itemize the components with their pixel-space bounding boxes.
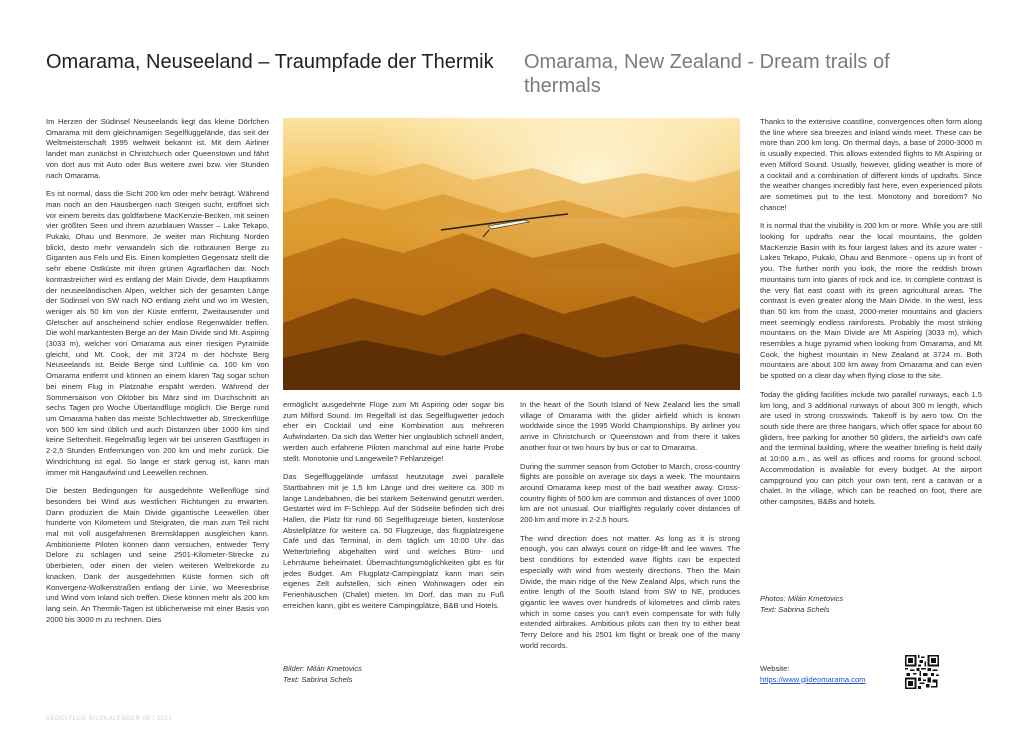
credit-photos-en: Photos: Milán Kmetovics (760, 594, 844, 603)
website-label: Website: (760, 664, 790, 673)
page-footer: SEGELFLUG BILDKALENDER 09 / 2021 (46, 716, 173, 722)
credit-text-en: Text: Sabrina Schels (760, 604, 830, 614)
credit-text-de: Text: Sabrina Schels (283, 674, 353, 684)
credits-de (283, 664, 362, 685)
paragraph: Today the gliding facilities include two parallel runways, each 1.5 km long, and 3 additional runways of about 300 m length, which are used in strong crosswinds. Takeoff is by aero tow. On the south side there are three hangars, which offer space for about 60 gliders, free parking for another 50 gliders, the airfield's own café and the terminal building, where the weather briefing is held daily at 10:00 a.m., as well as offices and rooms for ground school. Accommodation is available for every budget. At the airport campground you can pitch your own tent, rent a caravan or a chalet. In the village, which can be reached on foot, there are other campsites, B&Bs and hotels. (760, 389, 982, 506)
paragraph: In the heart of the South Island of New Zealand lies the small village of Omarama with the glider airfield which is known worldwide since the 1995 World Championships. By airliner you arrive in Christchurch or Queenstown and from there it takes another four or two hours by bus or car to Omarama. (520, 400, 740, 452)
paragraph: Das Segelfluggelände umfasst heutzutage zwei parallele Startbahnen mit je 1,5 km Länge und drei weitere ca. 300 m lange Landebahnen, die bei starkem Seitenwind genutzt werden. Gestartet wird im F-Schlepp. Auf der Südseite befinden sich drei Hallen, die Platz für rund 60 Segelflugzeuge bieten, kostenlose Abstellplätze für weitere ca. 50 Flugzeuge, das flugplatzeigene Café und das Terminal, in dem täglich um 10:00 Uhr das Wetterbriefing abgehalten wird und welches Büro- und Lehrräume beheimatet. Übernachtungsmöglichkeiten gibt es für jedes Budget. Am Flugplatz-Campingplatz kann man sein eigenes Zelt aufstellen, sich einen Wohnwagen oder ein Ferienhäuschen (Chalet) mieten. Im Dorf, das man zu Fuß erreichen kann, gibt es weitere Campingplätze, B&B und Hotels. (283, 472, 504, 610)
credits-en (760, 594, 843, 615)
paragraph: The wind direction does not matter. As long as it is strong enough, you can always count on ridge-lift and lee waves. The best conditions for extended wave flights can be expected especially with wind from westerly directions. Then the Main Divide, the main ridge of the New Zealand Alps, which runs the entire length of the South Island from SW to NE, produces gigantic lee waves over hundreds of kilometres and climb rates which in some cases you can't even compensate for with fully extended airbrakes. Ambitious pilots can then try to either beat Terry Delore and his 2501 km flight or break one of the many world records. (520, 533, 740, 650)
website-block (760, 664, 866, 685)
column-en-1 (520, 400, 740, 700)
paragraph: Thanks to the extensive coastline, convergences often form along the line where sea breezes and inland winds meet. These can be more than 200 km long. On thermal days, a base of 2000-3000 m is usually expected. This allows extended flights to Mt Aspiring or even Milford Sound. Usually, however, gliding weather is more of a cocktail and a combination of different kinds of updrafts. Since the weather changes incredibly fast here, even experienced pilots are sometimes put to the test. Monotony and boredom? No chance! (760, 117, 982, 212)
column-de-2 (283, 400, 504, 700)
paragraph: It is normal that the visibility is 200 km or more. While you are still looking for updrafts near the local mountains, the golden MacKenzie Basin with its four largest lakes and its azure water - Lakes Tekapo, Pukaki, Ohau and Benmore - opens up in front of you. The further north you look, the more the reddish brown mountains turn into giants of rock and ice. In complete contrast is the very flat east coast with its green agricultural areas. The contrast is even greater along the Main Divide. In the west, less than 50 km from the coast, 2000-meter mountains and glaciers meet seemingly endless rainforests. Probably the most striking mountains on the Main Divide are Mt Aspiring (3033 m), which resembles a huge pyramid when looking from Omarama, and Mt Cook, the highest mountain in New Zealand at 3724 m. Both mountains are about 100 km away from Omarama and can even be spotted on a clear day when flying close to the site. (760, 221, 982, 381)
qr-code-icon[interactable] (905, 655, 939, 689)
glider-photo (283, 118, 740, 390)
paragraph: During the summer season from October to March, cross-country flights are possible on average six days a week. The mountains around Omarama keep most of the bad weather away. Cross-country flights of 500 km are common and distances of over 1000 km are not unusual. Our trialflights regularly cover distances of 200 km and more in 2-2.5 hours. (520, 461, 740, 525)
title-en: Omarama, New Zealand - Dream trails of thermals (524, 51, 890, 97)
paragraph: Die besten Bedingungen für ausgedehnte Wellenflüge sind besonders bei Wind aus westlichen Richtungen zu erwarten. Dann produziert die Main Divide gigantische Leewellen über hunderte von Kilometern und Steigraten, die man zum Teil nicht mal mit voll ausgefahrenen Bremsklappen ausgleichen kann. Ambitionierte Piloten können dann versuchen, entweder Terry Delore zu schlagen und seine 2501-Kilometer-Strecke zu überbieten, oder einen der vielen weiteren Weltrekorde zu knacken. Dank der ausgedehnten Küste formen sich oft Konvergenz-Wolkenstraßen entlang der Linie, wo Meeresbrise und Wind vom Inland sich treffen. Diese können mehr als 200 km lang sein. An Thermik-Tagen ist üblicherweise mit einer Basis von 2000 bis 3000 m zu rechnen. Dies (46, 486, 269, 624)
paragraph: ermöglicht ausgedehnte Flüge zum Mt Aspiring oder sogar bis zum Milford Sound. Im Regelfall ist das Segelflugwetter jedoch eher ein Cocktail und eine Kombination aus mehreren Aufwindarten. Da sich das Wetter hier unglaublich schnell ändert, werden auch erfahrene Piloten manchmal auf eine harte Probe stellt. Monotonie und Langeweile? Fehlanzeige! (283, 400, 504, 463)
column-en-2 (760, 117, 982, 567)
paragraph: Es ist normal, dass die Sicht 200 km oder mehr beträgt. Während man noch an den Hausbergen nach Steigen sucht, eröffnet sich vor einem bereits das goldfarbene MacKenzie-Becken, mit seinen vier größten Seen und ihrem azurblauen Wasser – Lake Tekapo, Pukaki, Ohau und Benmore. Je weiter man Richtung Norden blickt, desto mehr verwandeln sich die rotbraunen Berge zu Giganten aus Fels und Eis. Einen kompletten Gegensatz stellt die sehr ebene Ostküste mit ihren grünen Agrarflächen dar. Noch kontrastreicher wird es entlang der Main Divide, dem Hauptkamm der neuseeländischen Alpen, welcher sich der gesamten Länge der Südinsel von SW nach NO entlang zieht und wo im Westen, weniger als 50 km von der Küste entfernt, Zweitausender und Gletscher auf anscheinend schier endlose Regenwälder treffen. Die wohl markantesten Berge an der Main Divide sind Mt. Aspiring (3033 m), welcher von Omarama aus einer riesigen Pyramide gleicht, und Mt. Cook, der mit 3724 m der höchste Berg Neuseelands ist. Beide Berge sind Luftlinie ca. 100 km von Omarama entfernt und können an einem klaren Tag sogar schon bei einem Flug in Platznähe erspäht werden. Während der Sommersaison von Oktober bis März sind im Durchschnitt an sechs Tagen pro Woche Überlandflüge möglich. Die Berge rund um Omarama halten das meiste Schlechtwetter ab. Streckenflüge von 500 km sind üblich und auch Distanzen über 1000 km sind keine Seltenheit. Regelmäßig legen wir bei unseren Gastflügen in 2-2,5 Stunden Entfernungen von 200 km und mehr zurück. Die Windrichtung ist egal. So lange er stark genug ist, kann man immer mit Hangaufwind und Leewellen rechnen. (46, 189, 269, 477)
paragraph: Im Herzen der Südinsel Neuseelands liegt das kleine Dörfchen Omarama mit dem gleichnamigen Segelfluggelände, das seit der Weltmeisterschaft 1995 weltweit bekannt ist. Mit dem Airliner landet man zunächst in Christchurch oder Queenstown und fährt von dort aus mit Auto oder Bus weitere zwei bzw. vier Stunden nach Omarama. (46, 117, 269, 180)
title-de: Omarama, Neuseeland – Traumpfade der Thermik (46, 51, 494, 73)
column-de-1 (46, 117, 269, 702)
credit-photos-de: Bilder: Milán Kmetovics (283, 664, 362, 673)
website-link[interactable]: https://www.glideomarama.com (760, 674, 866, 684)
